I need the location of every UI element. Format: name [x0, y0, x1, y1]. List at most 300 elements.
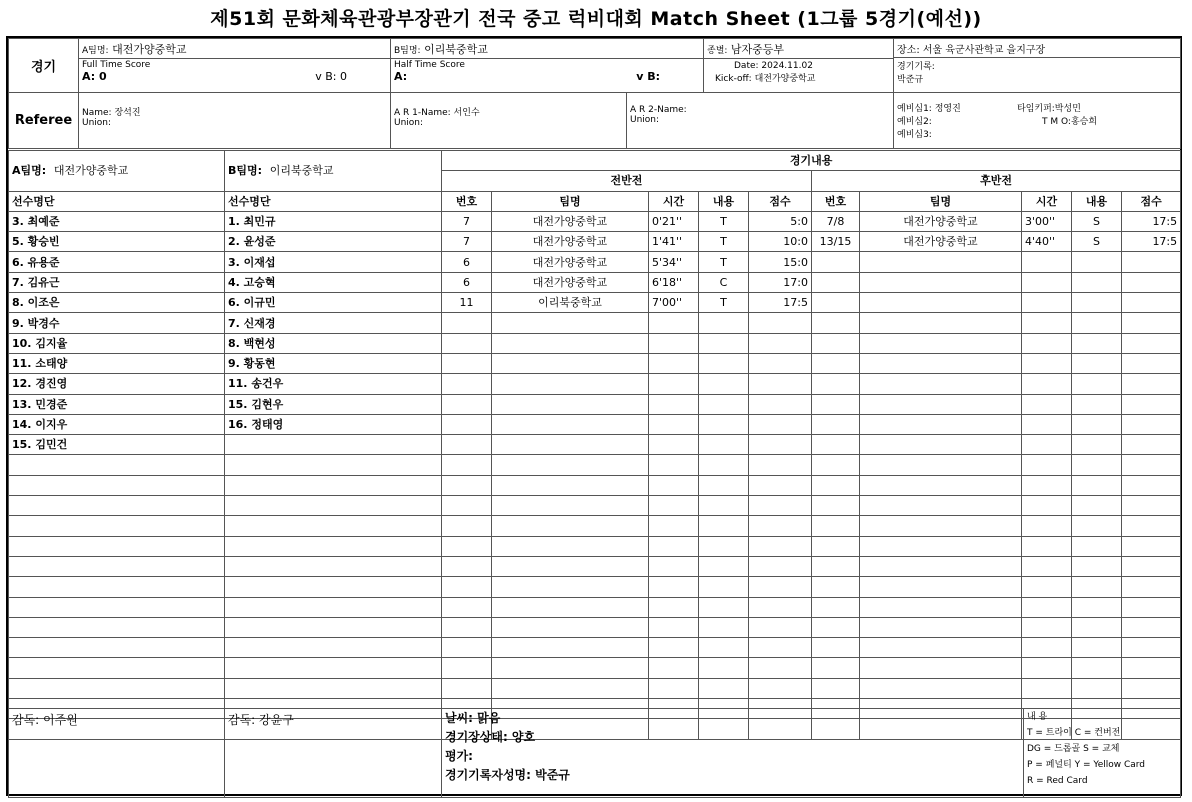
player-b [225, 617, 442, 637]
player-a: 12. 경진영 [9, 374, 225, 394]
second-half-cell [860, 414, 1022, 434]
second-half-cell [860, 496, 1022, 516]
second-half-cell [1072, 496, 1122, 516]
player-a: 11. 소태양 [9, 353, 225, 373]
first-half-cell [492, 374, 649, 394]
second-half-cell [812, 496, 860, 516]
second-half-cell [1022, 475, 1072, 495]
first-half-cell [749, 496, 812, 516]
second-half-cell [860, 597, 1022, 617]
first-half-cell: T [699, 252, 749, 272]
first-half-cell [649, 556, 699, 576]
first-half-cell [442, 455, 492, 475]
first-half-cell [492, 516, 649, 536]
second-half-cell [1022, 313, 1072, 333]
weather: 날씨: 맑음 [445, 711, 501, 725]
second-half-cell [1122, 455, 1181, 475]
first-half-cell: 대전가양중학교 [492, 211, 649, 231]
second-half-cell [812, 577, 860, 597]
second-half-cell [860, 577, 1022, 597]
legend-line-3: P = 페널티 Y = Yellow Card [1027, 760, 1146, 770]
coach-a: 감독: 이주원 [9, 709, 225, 798]
second-half-cell [1072, 516, 1122, 536]
first-half-cell [699, 455, 749, 475]
first-half-cell [442, 556, 492, 576]
second-half-cell [1122, 353, 1181, 373]
first-half-cell [699, 617, 749, 637]
first-half-cell [649, 414, 699, 434]
second-half-cell [1022, 252, 1072, 272]
second-half-cell [812, 435, 860, 455]
second-half-cell [1072, 455, 1122, 475]
second-half-cell: 17:5 [1122, 211, 1181, 231]
table-row [9, 577, 1181, 597]
first-half-cell [492, 597, 649, 617]
second-half-cell [1072, 638, 1122, 658]
second-half-cell [1122, 597, 1181, 617]
roster-a-list-label: 선수명단 [9, 191, 225, 211]
first-half-cell [492, 617, 649, 637]
legend-line-1: T = 트라이 C = 컨버전 [1027, 728, 1121, 738]
second-half-cell [812, 455, 860, 475]
first-half-cell [749, 394, 812, 414]
second-half-cell [1122, 252, 1181, 272]
match-label: 경기 [9, 39, 79, 93]
roster-content-table [8, 150, 1181, 740]
page-title: 제51회 문화체육관광부장관기 전국 중고 럭비대회 Match Sheet (1그룹 5경기(예선)) [210, 8, 982, 30]
second-half-cell [812, 272, 860, 292]
first-half-cell [649, 394, 699, 414]
player-a [9, 556, 225, 576]
table-row [9, 638, 1181, 658]
second-half-cell [812, 394, 860, 414]
player-a: 8. 이조은 [9, 293, 225, 313]
second-half-cell [812, 293, 860, 313]
second-half-cell [1022, 394, 1072, 414]
first-half-cell [442, 597, 492, 617]
first-half-cell [749, 374, 812, 394]
match-sheet [6, 36, 1182, 796]
table-row [9, 414, 1181, 434]
first-half-cell [442, 394, 492, 414]
second-half-cell [1122, 272, 1181, 292]
second-half-cell [860, 658, 1022, 678]
second-half-cell [860, 516, 1022, 536]
second-half-cell [812, 313, 860, 333]
first-half-cell [699, 435, 749, 455]
first-half-cell [699, 536, 749, 556]
half-score-b: v B: [636, 70, 660, 83]
second-half-cell: 4'40'' [1022, 232, 1072, 252]
referee-name: Name: 장석진 [82, 108, 141, 118]
second-half-cell [1072, 333, 1122, 353]
table-row [9, 678, 1181, 698]
first-half-cell [649, 577, 699, 597]
second-half-col-header: 시간 [1022, 191, 1072, 211]
first-half-cell: 17:0 [749, 272, 812, 292]
second-half-cell [1022, 577, 1072, 597]
roster-a-label: A팀명: [12, 164, 47, 178]
first-half-cell: 7'00'' [649, 293, 699, 313]
legend-line-2: DG = 드롭골 S = 교체 [1027, 744, 1120, 754]
second-half-cell [1122, 293, 1181, 313]
first-half-label: 전반전 [442, 171, 812, 191]
full-score-a: A: 0 [82, 70, 107, 83]
player-a [9, 638, 225, 658]
legend-title: 내 용 [1027, 712, 1048, 722]
first-half-cell [699, 496, 749, 516]
player-a: 7. 김유근 [9, 272, 225, 292]
referee-label: Referee [9, 93, 79, 149]
second-half-cell [1022, 536, 1072, 556]
second-half-cell [812, 658, 860, 678]
ar2-union: Union: [630, 115, 660, 125]
player-a: 5. 황승빈 [9, 232, 225, 252]
second-half-cell [1122, 678, 1181, 698]
second-half-cell [1022, 435, 1072, 455]
first-half-cell [442, 333, 492, 353]
roster-a-name: 대전가양중학교 [53, 164, 129, 178]
first-half-cell: 0'21'' [649, 211, 699, 231]
table-row [9, 313, 1181, 333]
second-half-cell [1122, 475, 1181, 495]
coach-b: 감독: 강윤구 [225, 709, 442, 798]
second-half-cell [1022, 272, 1072, 292]
first-half-cell [442, 475, 492, 495]
second-half-cell [1072, 293, 1122, 313]
first-half-cell [649, 678, 699, 698]
player-a [9, 678, 225, 698]
roster-b-name: 이리북중학교 [269, 164, 334, 178]
table-row [9, 496, 1181, 516]
first-half-cell [492, 556, 649, 576]
recorder-label: 경기기록: [894, 57, 1180, 72]
player-a: 10. 김지율 [9, 333, 225, 353]
half-score-a: A: [394, 70, 408, 83]
second-half-cell [1122, 556, 1181, 576]
second-half-cell [860, 556, 1022, 576]
player-b [225, 678, 442, 698]
second-half-cell [860, 678, 1022, 698]
second-half-cell [1072, 597, 1122, 617]
first-half-cell [649, 496, 699, 516]
first-half-cell [492, 313, 649, 333]
table-row [9, 333, 1181, 353]
first-half-cell [749, 536, 812, 556]
first-half-cell [492, 658, 649, 678]
player-b: 11. 송건우 [225, 374, 442, 394]
second-half-cell [812, 353, 860, 373]
player-a: 15. 김민건 [9, 435, 225, 455]
first-half-cell [649, 333, 699, 353]
player-b [225, 496, 442, 516]
player-b: 9. 황동현 [225, 353, 442, 373]
second-half-cell [860, 272, 1022, 292]
second-half-cell [1072, 272, 1122, 292]
second-half-cell [1072, 313, 1122, 333]
second-half-cell [812, 556, 860, 576]
second-half-cell [860, 313, 1022, 333]
player-b [225, 638, 442, 658]
first-half-col-header: 팀명 [492, 191, 649, 211]
table-row [9, 394, 1181, 414]
first-half-cell [749, 516, 812, 536]
player-a [9, 455, 225, 475]
first-half-cell [442, 313, 492, 333]
first-half-cell [699, 394, 749, 414]
second-half-cell [1122, 577, 1181, 597]
roster-b-team [225, 151, 442, 192]
first-half-cell [492, 333, 649, 353]
ar1-cell [391, 93, 627, 149]
second-half-cell [1072, 577, 1122, 597]
second-half-cell [860, 617, 1022, 637]
second-half-cell [1072, 252, 1122, 272]
evaluation: 평가: [445, 749, 473, 763]
second-half-cell [1122, 333, 1181, 353]
first-half-cell [649, 597, 699, 617]
player-b: 3. 이재섭 [225, 252, 442, 272]
player-b: 6. 이규민 [225, 293, 442, 313]
team-a-name: 대전가양중학교 [112, 43, 187, 56]
player-a [9, 597, 225, 617]
first-half-cell [442, 353, 492, 373]
player-b: 1. 최민규 [225, 211, 442, 231]
second-half-col-header: 내용 [1072, 191, 1122, 211]
first-half-cell [492, 475, 649, 495]
first-half-cell [442, 617, 492, 637]
first-half-cell [492, 536, 649, 556]
second-half-cell [1022, 678, 1072, 698]
second-half-cell [812, 678, 860, 698]
first-half-cell [699, 577, 749, 597]
first-half-cell [442, 516, 492, 536]
reserve-3: 예비심3: [897, 130, 932, 140]
second-half-cell [1022, 556, 1072, 576]
second-half-cell [812, 475, 860, 495]
first-half-col-header: 점수 [749, 191, 812, 211]
second-half-cell [1072, 394, 1122, 414]
second-half-cell [1072, 435, 1122, 455]
ar2-cell [627, 93, 894, 149]
second-half-cell [1072, 617, 1122, 637]
second-half-cell [860, 638, 1022, 658]
content-label: 경기내용 [442, 151, 1181, 171]
second-half-cell: 13/15 [812, 232, 860, 252]
player-a [9, 536, 225, 556]
first-half-cell [649, 435, 699, 455]
table-row [9, 597, 1181, 617]
first-half-cell [649, 658, 699, 678]
tmo: T M O:홍승희 [1042, 117, 1098, 127]
player-a: 14. 이지우 [9, 414, 225, 434]
second-half-cell: 3'00'' [1022, 211, 1072, 231]
first-half-cell [442, 658, 492, 678]
first-half-col-header: 내용 [699, 191, 749, 211]
first-half-cell: 11 [442, 293, 492, 313]
second-half-cell [1022, 617, 1072, 637]
kickoff: Kick-off: 대전가양중학교 [715, 74, 816, 84]
second-half-cell: 17:5 [1122, 232, 1181, 252]
second-half-cell: 7/8 [812, 211, 860, 231]
second-half-cell [1122, 435, 1181, 455]
first-half-cell: 5'34'' [649, 252, 699, 272]
player-b: 4. 고승혁 [225, 272, 442, 292]
team-a-cell: A팀명: 대전가양중학교 Full Time Score A: 0 v B: 0 [79, 39, 391, 93]
table-row [9, 475, 1181, 495]
second-half-cell [860, 374, 1022, 394]
ar2-name: A R 2-Name: [630, 105, 687, 115]
second-half-cell [860, 252, 1022, 272]
player-b: 16. 정태영 [225, 414, 442, 434]
second-half-cell [1122, 516, 1181, 536]
table-row [9, 536, 1181, 556]
player-a [9, 475, 225, 495]
second-half-cell: 대전가양중학교 [860, 211, 1022, 231]
player-a [9, 496, 225, 516]
division-cell: 종별: 남자중등부 Date: 2024.11.02 Kick-off: 대전가양중학교 [704, 39, 894, 93]
first-half-cell: 6'18'' [649, 272, 699, 292]
second-half-cell [812, 597, 860, 617]
second-half-cell [812, 516, 860, 536]
second-half-cell [860, 293, 1022, 313]
first-half-cell [699, 678, 749, 698]
full-score-b: v B: 0 [315, 70, 347, 83]
second-half-cell [1022, 333, 1072, 353]
first-half-cell: 이리북중학교 [492, 293, 649, 313]
player-b [225, 475, 442, 495]
first-half-cell: 7 [442, 232, 492, 252]
player-b [225, 658, 442, 678]
second-half-cell [1022, 658, 1072, 678]
first-half-cell [699, 313, 749, 333]
second-half-cell [812, 252, 860, 272]
legend [1024, 709, 1181, 798]
player-a: 9. 박경수 [9, 313, 225, 333]
second-half-cell [812, 638, 860, 658]
roster-b-label: B팀명: [228, 164, 263, 178]
table-row [9, 556, 1181, 576]
second-half-label: 후반전 [812, 171, 1181, 191]
second-half-cell [1072, 678, 1122, 698]
reserve-2: 예비심2: [897, 117, 932, 127]
first-half-cell [749, 475, 812, 495]
table-row [9, 272, 1181, 292]
first-half-cell [699, 556, 749, 576]
first-half-cell [699, 475, 749, 495]
player-a [9, 516, 225, 536]
second-half-cell [1022, 597, 1072, 617]
second-half-cell [1022, 638, 1072, 658]
first-half-cell [699, 353, 749, 373]
first-half-cell [442, 638, 492, 658]
second-half-cell [1072, 374, 1122, 394]
first-half-cell [749, 333, 812, 353]
first-half-cell [749, 435, 812, 455]
first-half-cell: 10:0 [749, 232, 812, 252]
table-row [9, 252, 1181, 272]
team-b-name: 이리북중학교 [424, 43, 488, 56]
second-half-cell [1072, 536, 1122, 556]
second-half-cell: 대전가양중학교 [860, 232, 1022, 252]
player-a: 3. 최예준 [9, 211, 225, 231]
table-row [9, 293, 1181, 313]
first-half-cell [649, 475, 699, 495]
player-b: 8. 백현성 [225, 333, 442, 353]
first-half-cell [649, 638, 699, 658]
second-half-col-header: 번호 [812, 191, 860, 211]
full-time-label: Full Time Score [79, 58, 390, 70]
second-half-cell [1022, 455, 1072, 475]
player-a: 13. 민경준 [9, 394, 225, 414]
first-half-cell [749, 658, 812, 678]
roster-b-list-label: 선수명단 [225, 191, 442, 211]
first-half-cell [649, 455, 699, 475]
first-half-cell [749, 455, 812, 475]
player-b [225, 516, 442, 536]
referee-cell [79, 93, 391, 149]
player-b [225, 536, 442, 556]
second-half-cell [860, 475, 1022, 495]
first-half-cell [749, 313, 812, 333]
venue-cell: 장소: 서울 육군사관학교 을지구장 경기기록: 박준규 [894, 39, 1181, 93]
first-half-col-header: 번호 [442, 191, 492, 211]
player-b [225, 597, 442, 617]
first-half-cell: 6 [442, 252, 492, 272]
second-half-cell [1122, 394, 1181, 414]
recorder-name: 박준규 [897, 75, 924, 85]
second-half-cell [812, 374, 860, 394]
second-half-cell [1022, 516, 1072, 536]
second-half-cell [860, 435, 1022, 455]
first-half-cell [699, 638, 749, 658]
second-half-cell [860, 536, 1022, 556]
first-half-cell [492, 496, 649, 516]
half-time-label: Half Time Score [391, 58, 703, 70]
player-b [225, 455, 442, 475]
first-half-cell [649, 374, 699, 394]
legend-line-4: R = Red Card [1027, 776, 1088, 786]
match-conditions [442, 709, 1024, 798]
first-half-cell: 17:5 [749, 293, 812, 313]
table-row [9, 617, 1181, 637]
second-half-cell [1122, 638, 1181, 658]
first-half-cell [442, 496, 492, 516]
player-b [225, 435, 442, 455]
first-half-cell [749, 577, 812, 597]
table-row [9, 435, 1181, 455]
first-half-cell [492, 638, 649, 658]
first-half-cell [699, 597, 749, 617]
table-row [9, 516, 1181, 536]
first-half-cell [749, 678, 812, 698]
officials-cell [894, 93, 1181, 149]
second-half-cell [812, 333, 860, 353]
first-half-cell [649, 617, 699, 637]
first-half-cell [492, 435, 649, 455]
second-half-cell [1122, 313, 1181, 333]
first-half-cell [749, 414, 812, 434]
table-row [9, 658, 1181, 678]
second-half-cell [1072, 353, 1122, 373]
table-row [9, 455, 1181, 475]
second-half-cell [1022, 353, 1072, 373]
player-b [225, 577, 442, 597]
second-half-cell [1022, 374, 1072, 394]
table-row [9, 374, 1181, 394]
header-table [8, 38, 1181, 93]
second-half-cell [1022, 496, 1072, 516]
